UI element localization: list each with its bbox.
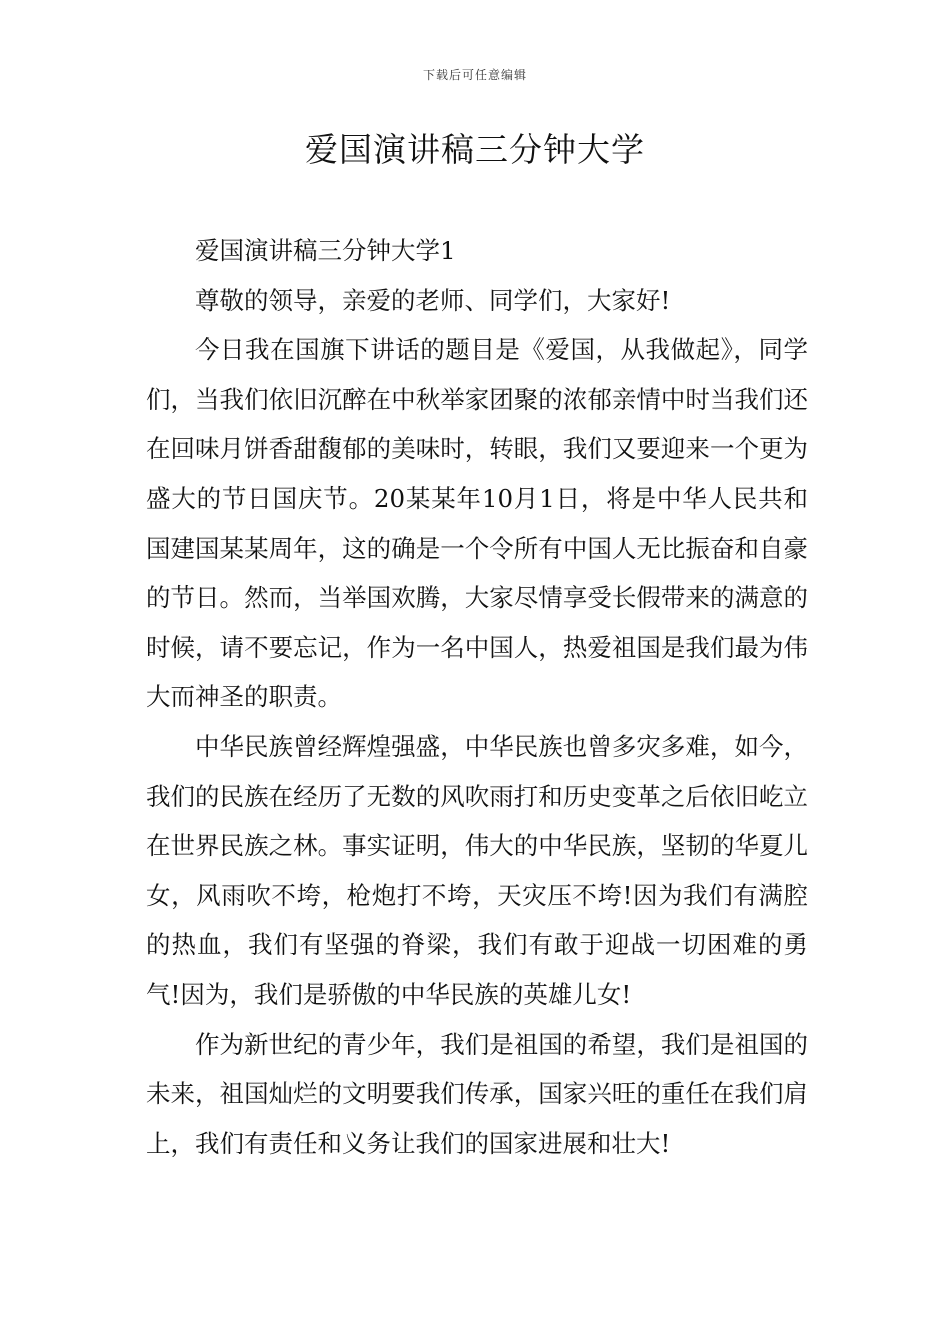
paragraph-greeting: 尊敬的领导，亲爱的老师、同学们，大家好! <box>195 285 671 315</box>
paragraph-subtitle: 爱国演讲稿三分钟大学1 <box>195 236 456 265</box>
paragraph: 今日我在国旗下讲话的题目是《爱国，从我做起》，同学们，当我们依旧沉醉在中秋举家团聚的浓郁亲情中时当我们还在回味月饼香甜馥郁的美味时，转眼，我们又要迎来一个更为盛大的节日国庆节。20某某年10月1日，将是中华人民共和国建国某某周年，这的确是一个令所有中国人无比振奋和自豪的节日。然而，当举国欢腾，大家尽情享受长假带来的满意的时候，请不要忘记，作为一名中国人，热爱祖国是我们最为伟大而神圣的职责。 <box>146 335 808 712</box>
paragraph: 作为新世纪的青少年，我们是祖国的希望，我们是祖国的未来，祖国灿烂的文明要我们传承，国家兴旺的重任在我们肩上，我们有责任和义务让我们的国家进展和壮大! <box>146 1029 808 1158</box>
paragraph: 中华民族曾经辉煌强盛，中华民族也曾多灾多难，如今，我们的民族在经历了无数的风吹雨打和历史变革之后依旧屹立在世界民族之林。事实证明，伟大的中华民族，坚韧的华夏儿女，风雨吹不垮，枪炮打不垮，天灾压不垮!因为我们有满腔的热血，我们有坚强的脊梁，我们有敢于迎战一切困难的勇气!因为，我们是骄傲的中华民族的英雄儿女! <box>146 731 808 1009</box>
document-title: 爱国演讲稿三分钟大学 <box>305 130 645 169</box>
document-body <box>146 226 808 1168</box>
header-note: 下载后可任意编辑 <box>422 68 527 82</box>
